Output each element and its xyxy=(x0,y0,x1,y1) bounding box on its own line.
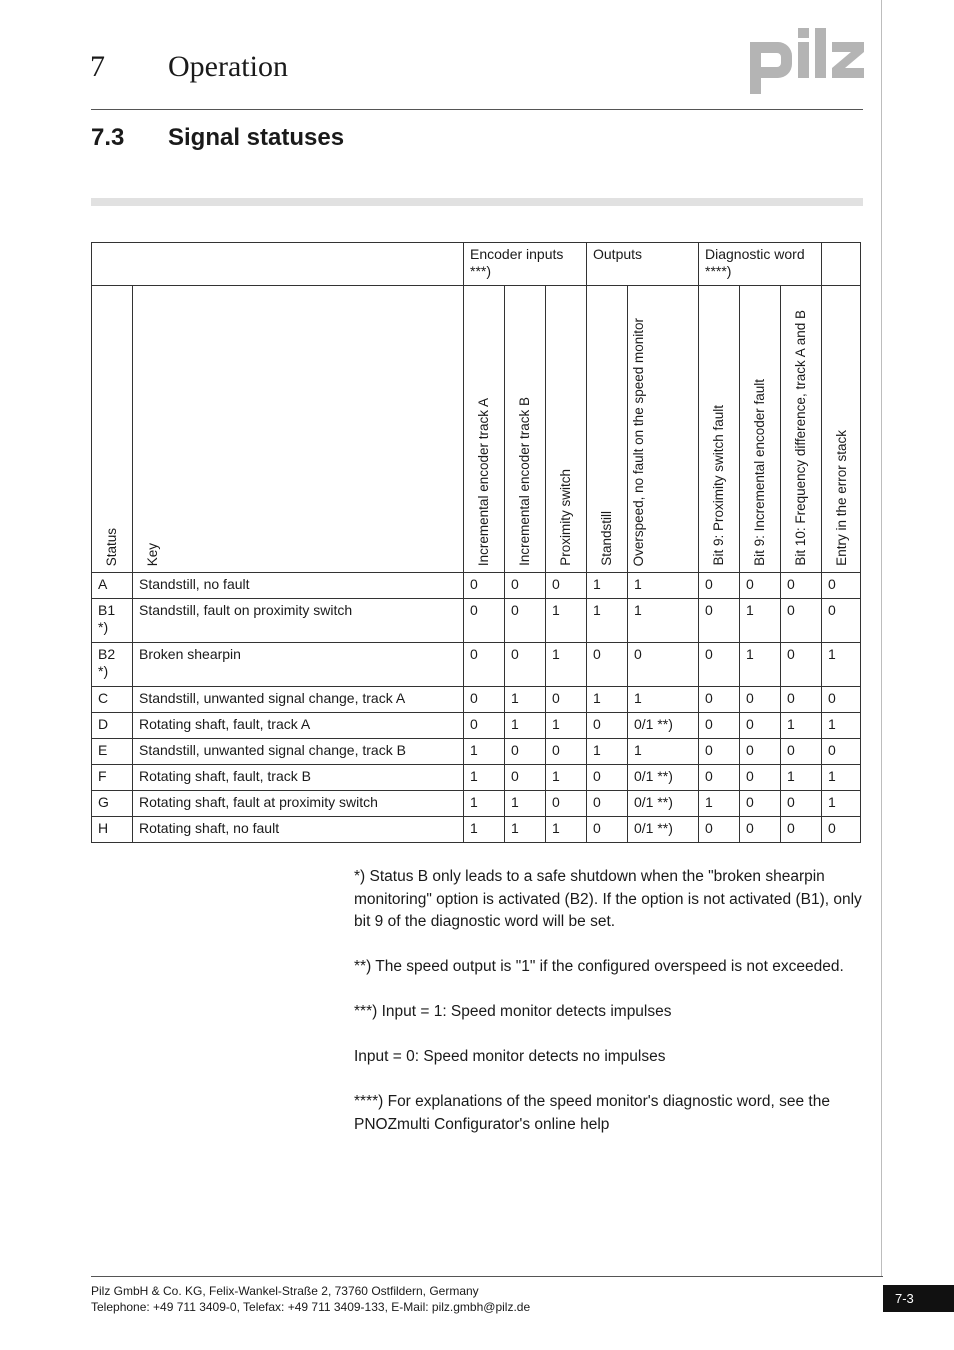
value-cell: 1 xyxy=(822,643,861,687)
value-cell: 0 xyxy=(699,739,740,765)
value-cell: 1 xyxy=(505,687,546,713)
value-cell: 0 xyxy=(464,713,505,739)
footnote-input-0: Input = 0: Speed monitor detects no impulses xyxy=(354,1048,666,1065)
signal-status-table xyxy=(91,242,861,843)
table-row xyxy=(92,599,861,643)
blank-header-cell xyxy=(92,243,464,286)
status-cell: G xyxy=(92,791,133,817)
value-cell: 0 xyxy=(740,817,781,843)
status-cell: B1 *) xyxy=(92,599,133,643)
value-cell: 0 xyxy=(699,643,740,687)
value-cell: 1 xyxy=(546,713,587,739)
value-cell: 1 xyxy=(628,687,699,713)
value-cell: 0 xyxy=(699,713,740,739)
value-cell: 0 xyxy=(587,713,628,739)
footnote-diagnostic-word: ****) For explanations of the speed monitor's diagnostic word, see the PNOZmulti Configurator's online help xyxy=(354,1093,830,1133)
value-cell: 0 xyxy=(740,765,781,791)
value-cell: 1 xyxy=(505,791,546,817)
group-encoder-inputs: Encoder inputs ***) xyxy=(464,243,587,286)
table-row xyxy=(92,765,861,791)
status-cell: D xyxy=(92,713,133,739)
value-cell: 1 xyxy=(546,817,587,843)
value-cell: 0 xyxy=(740,713,781,739)
col-header-encoder-b: Incremental encoder track B xyxy=(505,286,546,573)
value-cell: 0 xyxy=(822,739,861,765)
section-number: 7.3 xyxy=(91,124,125,151)
value-cell: 0 xyxy=(464,643,505,687)
value-cell: 0 xyxy=(781,687,822,713)
col-header-bit9-proximity: Bit 9: Proximity switch fault xyxy=(699,286,740,573)
table-row xyxy=(92,643,861,687)
value-cell: 0 xyxy=(822,817,861,843)
footer-rule xyxy=(91,1276,883,1277)
table-row xyxy=(92,739,861,765)
key-cell: Standstill, unwanted signal change, track A xyxy=(133,687,464,713)
section-divider-band xyxy=(91,198,863,206)
table-row xyxy=(92,713,861,739)
value-cell: 1 xyxy=(822,791,861,817)
value-cell: 1 xyxy=(628,599,699,643)
margin-rule xyxy=(881,0,882,1276)
col-header-bit9-encoder: Bit 9: Incremental encoder fault xyxy=(740,286,781,573)
value-cell: 0 xyxy=(464,599,505,643)
value-cell: 0 xyxy=(505,599,546,643)
value-cell: 0 xyxy=(546,791,587,817)
table-row xyxy=(92,573,861,599)
value-cell: 1 xyxy=(781,765,822,791)
key-cell: Standstill, unwanted signal change, track B xyxy=(133,739,464,765)
value-cell: 0 xyxy=(505,643,546,687)
value-cell: 0 xyxy=(822,599,861,643)
col-header-overspeed: Overspeed, no fault on the speed monitor xyxy=(628,286,699,573)
footnote-input-1: ***) Input = 1: Speed monitor detects impulses xyxy=(354,1003,672,1020)
pilz-logo xyxy=(748,28,866,94)
col-header-key: Key xyxy=(133,286,464,573)
value-cell: 0/1 **) xyxy=(628,713,699,739)
footnotes xyxy=(354,866,869,1159)
footer-address: Pilz GmbH & Co. KG, Felix-Wankel-Straße 2, 73760 Ostfildern, Germany xyxy=(91,1284,479,1298)
key-cell: Rotating shaft, fault, track A xyxy=(133,713,464,739)
value-cell: 0 xyxy=(699,599,740,643)
value-cell: 1 xyxy=(505,817,546,843)
group-outputs: Outputs xyxy=(587,243,699,286)
value-cell: 0 xyxy=(587,765,628,791)
value-cell: 1 xyxy=(546,643,587,687)
section-title: Signal statuses xyxy=(168,124,345,151)
value-cell: 1 xyxy=(740,599,781,643)
table-row xyxy=(92,791,861,817)
value-cell: 0 xyxy=(699,765,740,791)
value-cell: 1 xyxy=(464,817,505,843)
value-cell: 0 xyxy=(464,573,505,599)
value-cell: 0/1 **) xyxy=(628,791,699,817)
value-cell: 0 xyxy=(740,573,781,599)
value-cell: 0/1 **) xyxy=(628,817,699,843)
key-cell: Broken shearpin xyxy=(133,643,464,687)
footer-contact: Telephone: +49 711 3409-0, Telefax: +49 711 3409-133, E-Mail: pilz.gmbh@pilz.de xyxy=(91,1300,531,1314)
col-header-bit10: Bit 10: Frequency difference, track A and B xyxy=(781,286,822,573)
col-header-standstill: Standstill xyxy=(587,286,628,573)
col-header-encoder-a: Incremental encoder track A xyxy=(464,286,505,573)
value-cell: 0 xyxy=(505,573,546,599)
value-cell: 1 xyxy=(740,643,781,687)
value-cell: 0 xyxy=(781,599,822,643)
value-cell: 0 xyxy=(546,739,587,765)
table-row xyxy=(92,817,861,843)
status-cell: H xyxy=(92,817,133,843)
key-cell: Rotating shaft, fault at proximity switch xyxy=(133,791,464,817)
status-cell: E xyxy=(92,739,133,765)
col-header-status: Status xyxy=(92,286,133,573)
key-cell: Rotating shaft, no fault xyxy=(133,817,464,843)
value-cell: 0 xyxy=(505,765,546,791)
value-cell: 0 xyxy=(781,573,822,599)
value-cell: 1 xyxy=(822,713,861,739)
value-cell: 0 xyxy=(587,791,628,817)
value-cell: 1 xyxy=(822,765,861,791)
value-cell: 0 xyxy=(781,791,822,817)
key-cell: Rotating shaft, fault, track B xyxy=(133,765,464,791)
value-cell: 0 xyxy=(822,687,861,713)
value-cell: 1 xyxy=(587,739,628,765)
status-cell: B2 *) xyxy=(92,643,133,687)
value-cell: 1 xyxy=(464,791,505,817)
col-header-error-stack: Entry in the error stack xyxy=(822,286,861,573)
footnote-speed-output: **) The speed output is "1" if the configured overspeed is not exceeded. xyxy=(354,958,844,975)
value-cell: 0 xyxy=(628,643,699,687)
group-diagnostic-word: Diagnostic word ****) xyxy=(699,243,822,286)
header-rule xyxy=(91,109,863,110)
value-cell: 0 xyxy=(699,687,740,713)
value-cell: 0 xyxy=(740,791,781,817)
chapter-title: Operation xyxy=(168,50,288,83)
value-cell: 0 xyxy=(464,687,505,713)
value-cell: 1 xyxy=(546,765,587,791)
value-cell: 0 xyxy=(781,739,822,765)
key-cell: Standstill, fault on proximity switch xyxy=(133,599,464,643)
value-cell: 0 xyxy=(822,573,861,599)
value-cell: 0 xyxy=(740,687,781,713)
value-cell: 0/1 **) xyxy=(628,765,699,791)
footer xyxy=(91,1283,530,1315)
column-header-row xyxy=(92,286,861,573)
value-cell: 1 xyxy=(587,599,628,643)
value-cell: 0 xyxy=(740,739,781,765)
status-cell: F xyxy=(92,765,133,791)
table-row xyxy=(92,687,861,713)
table-body xyxy=(92,573,861,843)
value-cell: 1 xyxy=(505,713,546,739)
col-header-proximity: Proximity switch xyxy=(546,286,587,573)
page-number: 7-3 xyxy=(883,1285,954,1312)
value-cell: 0 xyxy=(699,573,740,599)
value-cell: 1 xyxy=(587,687,628,713)
value-cell: 1 xyxy=(464,765,505,791)
chapter-number: 7 xyxy=(90,50,105,83)
value-cell: 0 xyxy=(699,817,740,843)
status-cell: C xyxy=(92,687,133,713)
value-cell: 1 xyxy=(464,739,505,765)
value-cell: 0 xyxy=(781,817,822,843)
status-cell: A xyxy=(92,573,133,599)
value-cell: 1 xyxy=(781,713,822,739)
value-cell: 0 xyxy=(546,573,587,599)
value-cell: 1 xyxy=(628,739,699,765)
value-cell: 1 xyxy=(546,599,587,643)
value-cell: 1 xyxy=(628,573,699,599)
group-header-row xyxy=(92,243,861,286)
value-cell: 0 xyxy=(587,817,628,843)
value-cell: 0 xyxy=(781,643,822,687)
value-cell: 1 xyxy=(699,791,740,817)
blank-header-cell xyxy=(822,243,861,286)
value-cell: 1 xyxy=(587,573,628,599)
value-cell: 0 xyxy=(505,739,546,765)
key-cell: Standstill, no fault xyxy=(133,573,464,599)
footnote-status-b: *) Status B only leads to a safe shutdown when the "broken shearpin monitoring" option is activated (B2). If the option is not activated (B1), only bit 9 of the diagnostic word will be set. xyxy=(354,868,862,930)
value-cell: 0 xyxy=(587,643,628,687)
value-cell: 0 xyxy=(546,687,587,713)
